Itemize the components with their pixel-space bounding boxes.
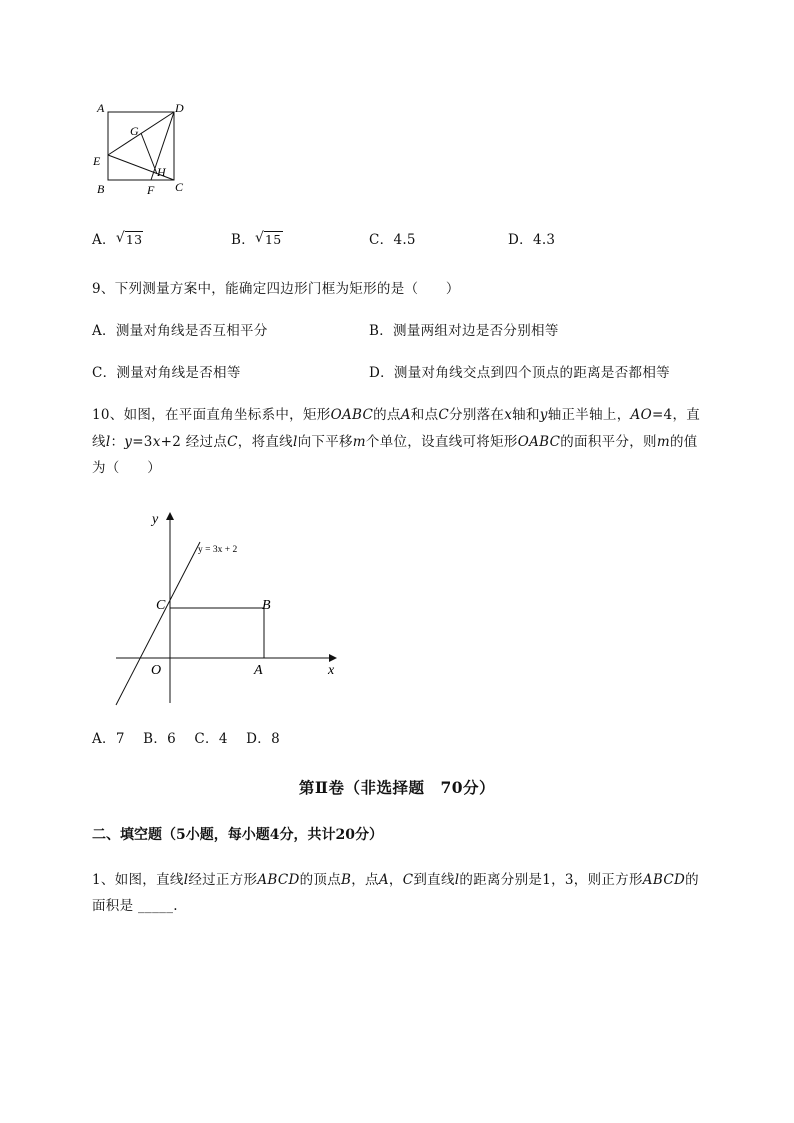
origin-label: O (151, 663, 162, 678)
point-b-label: B (262, 598, 271, 613)
q9-option-d: D．测量对角线交点到四个顶点的距离是否都相等 (369, 365, 670, 381)
q9-option-a: A．测量对角线是否互相平分 (92, 323, 268, 339)
line-equation-label: y = 3x + 2 (198, 545, 238, 555)
q9-option-c: C．测量对角线是否相等 (92, 365, 241, 381)
q10-line-2: 线l：y=3x+2 经过点C，将直线l向下平移m个单位，设直线可将矩形OABC的面积平分，则m的值 (92, 434, 698, 450)
label-h: H (157, 165, 166, 179)
label-b: B (97, 182, 105, 196)
fill1-line-1: 1、如图，直线l经过正方形ABCD的顶点B，点A，C到直线l的距离分别是1，3，则正方形ABCD的 (92, 872, 699, 888)
q8-option-a: A． √ 13 (92, 230, 143, 248)
label-f: F (147, 183, 155, 197)
q9-stem: 9、下列测量方案中，能确定四边形门框为矩形的是（ ） (92, 281, 460, 297)
line-l (116, 542, 200, 705)
sqrt-15: √ 15 (255, 230, 282, 247)
q9-option-b: B．测量两组对边是否分别相等 (369, 323, 559, 339)
section-fill-in-heading: 二、填空题（5小题，每小题4分，共计20分） (92, 827, 383, 843)
x-axis-label: x (328, 663, 335, 678)
label-a: A (97, 101, 105, 115)
sqrt-13: √ 13 (115, 230, 143, 247)
point-c-label: C (156, 598, 166, 613)
point-a-label: A (254, 663, 263, 678)
q8-option-b: B． √ 15 (231, 230, 282, 248)
label-d: D (175, 101, 184, 115)
part2-title: 第Ⅱ卷（非选择题 70分） (298, 778, 496, 797)
figure-square-abcd (88, 98, 198, 200)
label-g: G (130, 124, 139, 138)
figure-coordinate-plane (100, 505, 350, 710)
q8-option-d: D．4.3 (508, 232, 556, 248)
label-c: C (175, 180, 184, 194)
q10-line-3: 为（ ） (92, 460, 161, 476)
segment-gh (141, 133, 157, 174)
label-e: E (93, 154, 101, 168)
q10-options: A．7 B．6 C．4 D．8 (92, 731, 280, 747)
y-axis-label: y (152, 512, 159, 527)
fill1-line-2: 面积是 _____. (92, 898, 178, 914)
q10-line-1: 10、如图，在平面直角坐标系中，矩形OABC的点A和点C分别落在x轴和y轴正半轴上，AO=4，直 (92, 407, 701, 423)
q8-option-c: C．4.5 (369, 232, 416, 248)
